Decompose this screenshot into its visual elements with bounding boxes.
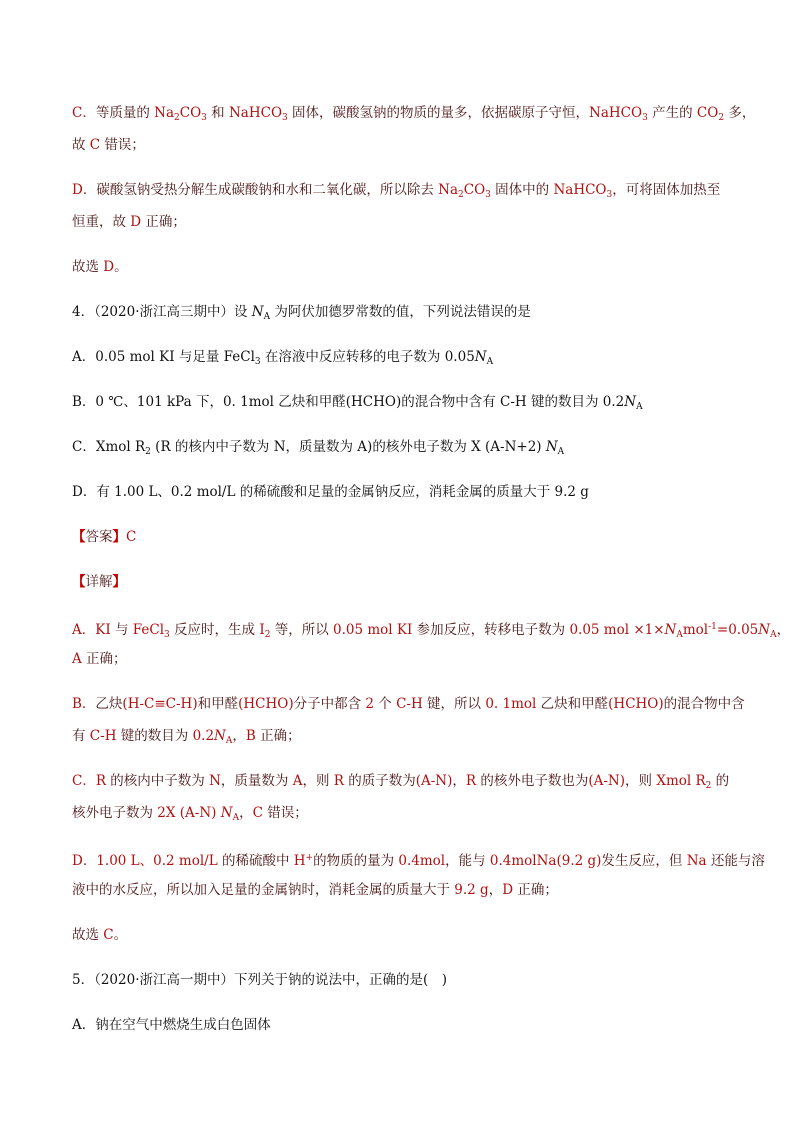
document-page xyxy=(72,97,791,1054)
detail-a xyxy=(72,611,791,675)
text-segment: 碳酸氢钠受热分解生成碳酸钠和水和二氧化碳，所以除去 xyxy=(96,182,439,198)
text-segment: A xyxy=(225,736,233,746)
text-line xyxy=(72,1009,732,1041)
text-segment: 3 xyxy=(164,630,170,640)
text-segment: 故选 xyxy=(72,927,104,943)
text-segment: 等，所以 xyxy=(270,622,334,638)
text-segment: Na xyxy=(686,853,707,869)
text-segment: 详解 xyxy=(85,574,113,590)
text-segment: (H-C≡C-H) xyxy=(122,696,198,712)
text-segment: 0.4mol xyxy=(398,853,446,869)
text-segment: 和 xyxy=(206,105,229,121)
text-segment: 0. 1mol xyxy=(485,696,537,712)
text-segment: C-H xyxy=(396,696,423,712)
text-segment: 键，所以 xyxy=(422,696,486,712)
text-line xyxy=(72,206,732,238)
text-segment: 有 xyxy=(72,728,90,744)
text-segment: 产生的 xyxy=(647,105,697,121)
text-segment: (R 的核内中子数为 N，质量数为 A)的核外电子数为 X (A-N+2) xyxy=(150,439,546,455)
text-segment: 发生反应，但 xyxy=(601,853,687,869)
text-segment: I xyxy=(259,622,265,638)
text-segment: (A-N) xyxy=(415,773,453,789)
text-segment: 4．（2020·浙江高三期中）设 xyxy=(72,304,252,320)
text-segment: ，能与 xyxy=(445,853,490,869)
text-segment: N xyxy=(545,439,558,455)
text-segment: D． xyxy=(72,182,97,198)
text-segment: A xyxy=(770,630,777,640)
text-line xyxy=(72,251,732,283)
text-line xyxy=(72,874,732,906)
text-segment: 的 xyxy=(711,773,730,789)
text-line xyxy=(72,97,756,129)
text-segment: C xyxy=(103,927,114,943)
text-segment: D xyxy=(103,259,115,275)
text-segment: 的核外电子数也为 xyxy=(476,773,589,789)
text-segment: 3 xyxy=(485,190,491,200)
text-segment: A xyxy=(263,312,271,322)
detail-label xyxy=(72,566,732,598)
text-line xyxy=(72,964,732,996)
text-segment: + xyxy=(305,853,314,863)
text-segment: 正确； xyxy=(141,214,186,230)
text-segment: ，则 xyxy=(625,773,657,789)
text-segment: 固体，碳酸氢钠的物质的量多，依据碳原子守恒， xyxy=(287,105,590,121)
text-segment: 0.4molNa(9.2 g) xyxy=(489,853,602,869)
text-line xyxy=(72,765,732,797)
text-segment: Xmol R xyxy=(656,773,706,789)
text-segment: 9.2 g xyxy=(454,882,489,898)
text-segment: 2 xyxy=(718,113,725,123)
detail-c xyxy=(72,765,732,829)
text-segment: 故选 xyxy=(72,259,104,275)
text-segment: mol xyxy=(682,622,709,638)
text-line xyxy=(72,296,732,328)
text-segment: 2 xyxy=(145,447,151,457)
text-segment: A xyxy=(292,773,303,789)
question-5-option-a xyxy=(72,1009,732,1041)
text-segment: B xyxy=(245,728,256,744)
text-segment: 还能与溶 xyxy=(706,853,765,869)
text-line xyxy=(72,842,765,874)
text-segment: 为阿伏加德罗常数的值，下列说法错误的是 xyxy=(270,304,531,320)
text-segment: CO xyxy=(696,105,719,121)
text-segment: A xyxy=(557,447,565,457)
text-segment: N xyxy=(220,805,233,821)
text-segment: H xyxy=(293,853,306,869)
text-segment: A．KI xyxy=(72,622,111,638)
text-segment: 固体中的 xyxy=(490,182,554,198)
text-segment: =0.05 xyxy=(716,622,759,638)
text-segment: 答案 xyxy=(85,529,113,545)
text-segment: ，可将固体加热至 xyxy=(612,182,721,198)
text-line xyxy=(72,431,732,463)
text-segment: 和甲醛 xyxy=(197,696,239,712)
text-line xyxy=(72,174,732,206)
text-segment: 错误； xyxy=(262,805,308,821)
text-segment: ，质量数为 xyxy=(220,773,293,789)
text-segment: Na xyxy=(438,182,458,198)
text-segment: ， xyxy=(239,805,253,821)
text-segment: 【 xyxy=(72,529,86,545)
text-segment: C． xyxy=(72,105,96,121)
question-4-option-a xyxy=(72,341,732,373)
text-segment: CO xyxy=(463,182,486,198)
text-segment: D．有 1.00 L、0.2 mol/L 的稀硫酸和足量的金属钠反应，消耗金属的质量大于 9.2 g xyxy=(72,484,589,500)
text-line xyxy=(72,521,732,553)
text-segment: 乙炔和甲醛 xyxy=(536,696,609,712)
text-segment: -1 xyxy=(708,622,717,632)
text-segment: 乙炔 xyxy=(95,696,123,712)
text-segment: ，则 xyxy=(302,773,334,789)
text-segment: (HCHO) xyxy=(238,696,294,712)
text-segment: 2X (A-N) xyxy=(157,805,221,821)
text-segment: N xyxy=(664,622,677,638)
text-segment: 个 xyxy=(373,696,397,712)
text-segment: B．0 ℃、101 kPa 下，0. 1mol 乙炔和甲醛(HCHO)的混合物中含有 C-H 键的数目为 0.2 xyxy=(72,394,625,410)
text-segment: N xyxy=(251,304,264,320)
text-segment: B． xyxy=(72,696,96,712)
text-line xyxy=(72,919,732,951)
text-segment: 的核内中子数为 xyxy=(106,773,210,789)
text-segment: C．R xyxy=(72,773,106,789)
text-segment: C xyxy=(252,805,263,821)
text-segment: 2 xyxy=(264,630,271,640)
text-line xyxy=(72,643,732,675)
conclusion-c xyxy=(72,919,732,951)
text-segment: N xyxy=(624,394,637,410)
question-4-option-d xyxy=(72,476,732,508)
text-segment: A xyxy=(676,630,683,640)
text-segment: A xyxy=(232,813,240,823)
text-segment: C xyxy=(89,137,101,153)
text-segment: 键的数目为 xyxy=(116,728,193,744)
text-segment: 3 xyxy=(642,113,648,123)
text-line xyxy=(72,611,791,643)
text-segment: ， xyxy=(232,728,246,744)
text-segment: 正确； xyxy=(255,728,301,744)
text-segment: N xyxy=(214,728,226,744)
text-segment: 【 xyxy=(72,574,86,590)
text-segment: C．Xmol R xyxy=(72,439,146,455)
text-segment: 等质量的 xyxy=(95,105,155,121)
text-segment: 的质子数为 xyxy=(343,773,416,789)
explanation-c xyxy=(72,97,756,161)
text-segment: 故 xyxy=(72,137,90,153)
text-segment: 3 xyxy=(201,113,207,123)
text-segment: A．0.05 mol KI 与足量 FeCl xyxy=(72,349,255,365)
text-line xyxy=(72,386,732,418)
text-segment: N xyxy=(474,349,487,365)
text-segment: 2 xyxy=(174,113,180,123)
text-segment: 的物质的量为 xyxy=(313,853,399,869)
text-segment: 2 xyxy=(458,190,464,200)
text-segment: NaHCO xyxy=(228,105,283,121)
question-4-option-b xyxy=(72,386,732,418)
text-segment: FeCl xyxy=(132,622,165,638)
question-4-option-c xyxy=(72,431,732,463)
text-segment: ， xyxy=(488,882,503,898)
text-segment: 。 xyxy=(113,927,128,943)
explanation-d xyxy=(72,174,732,238)
text-line xyxy=(72,129,732,161)
text-segment: (A-N) xyxy=(588,773,626,789)
text-segment: 3 xyxy=(282,113,288,123)
text-segment: 错误； xyxy=(100,137,145,153)
text-segment: A xyxy=(72,651,82,667)
question-5-stem xyxy=(72,964,732,996)
text-segment: 0.2 xyxy=(192,728,215,744)
text-segment: 核外电子数为 xyxy=(72,805,158,821)
text-line xyxy=(72,720,732,752)
question-4-stem xyxy=(72,296,732,328)
text-segment: CO xyxy=(179,105,202,121)
detail-d xyxy=(72,842,765,906)
detail-b xyxy=(72,688,745,752)
text-segment: D xyxy=(502,882,514,898)
text-segment: 】 xyxy=(112,529,126,545)
text-segment: 的稀硫酸中 xyxy=(217,853,294,869)
text-segment: C xyxy=(126,529,137,545)
text-segment: 5．（2020·浙江高一期中）下列关于钠的说法中，正确的是( ) xyxy=(72,972,448,988)
text-line xyxy=(72,476,732,508)
text-segment: 正确； xyxy=(81,651,127,667)
text-segment: 正确； xyxy=(513,882,558,898)
answer-label xyxy=(72,521,732,553)
conclusion-d xyxy=(72,251,732,283)
text-segment: 的混合物中含 xyxy=(663,696,745,712)
text-segment: 3 xyxy=(606,190,613,200)
text-segment: 液中的水反应，所以加入足量的金属钠时，消耗金属的质量大于 xyxy=(72,882,455,898)
text-segment: 分子中都含 xyxy=(293,696,366,712)
text-segment: ， xyxy=(452,773,466,789)
text-segment: 参加反应，转移电子数为 xyxy=(412,622,570,638)
text-segment: 0.05 mol ×1× xyxy=(569,622,665,638)
text-segment: 2 xyxy=(705,781,712,791)
text-line xyxy=(72,566,732,598)
text-segment: 与 xyxy=(110,622,133,638)
text-segment: (HCHO) xyxy=(608,696,664,712)
text-segment: ， xyxy=(776,622,791,638)
text-segment: NaHCO xyxy=(589,105,643,121)
text-segment: D xyxy=(130,214,142,230)
text-segment: R xyxy=(333,773,344,789)
text-segment: 。 xyxy=(114,259,128,275)
text-segment: 2 xyxy=(365,696,374,712)
text-segment: A xyxy=(486,357,494,367)
text-line xyxy=(72,688,745,720)
text-segment: 0.05 mol KI xyxy=(333,622,413,638)
text-segment: 在溶液中反应转移的电子数为 0.05 xyxy=(260,349,475,365)
text-segment: N xyxy=(209,773,221,789)
text-line xyxy=(72,341,732,373)
text-segment: C-H xyxy=(89,728,117,744)
text-segment: 恒重，故 xyxy=(72,214,131,230)
text-segment: 反应时，生成 xyxy=(169,622,260,638)
text-segment: R xyxy=(465,773,477,789)
text-segment: N xyxy=(758,622,771,638)
text-segment: D．1.00 L、0.2 mol/L xyxy=(72,853,218,869)
text-segment: 】 xyxy=(112,574,126,590)
text-segment: 多， xyxy=(724,105,756,121)
text-segment: NaHCO xyxy=(553,182,607,198)
text-line xyxy=(72,797,732,829)
text-segment: A xyxy=(636,402,643,412)
text-segment: Na xyxy=(154,105,175,121)
text-segment: A．钠在空气中燃烧生成白色固体 xyxy=(72,1017,271,1033)
text-segment: 3 xyxy=(254,357,261,367)
